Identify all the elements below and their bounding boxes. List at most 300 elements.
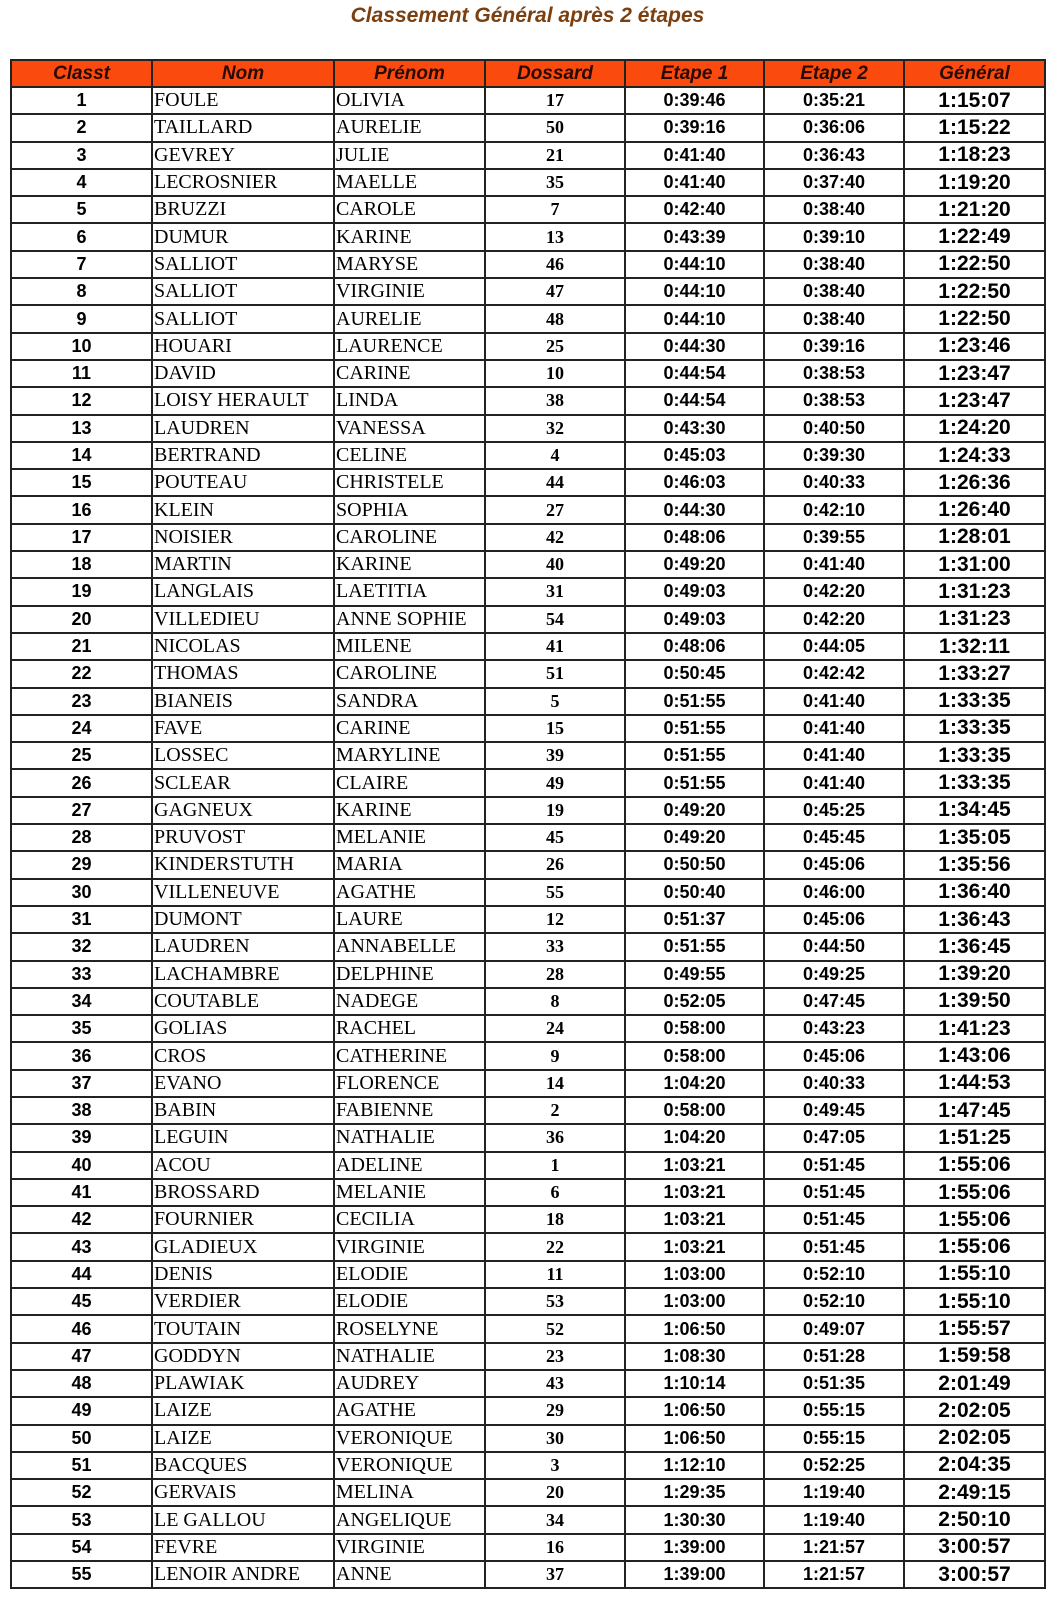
rank-cell: 12 <box>11 387 152 414</box>
firstname-cell: MILENE <box>334 633 485 660</box>
stage1-time-cell: 0:49:20 <box>625 824 764 851</box>
firstname-cell: CARINE <box>334 360 485 387</box>
bib-cell: 31 <box>485 578 625 605</box>
lastname-cell: LAUDREN <box>152 933 334 960</box>
overall-time-cell: 1:55:06 <box>904 1206 1045 1233</box>
overall-time-cell: 1:39:20 <box>904 961 1045 988</box>
firstname-cell: ANNABELLE <box>334 933 485 960</box>
stage1-time-cell: 0:50:45 <box>625 660 764 687</box>
table-row <box>11 879 1045 906</box>
overall-time-cell: 1:41:23 <box>904 1015 1045 1042</box>
firstname-cell: NADEGE <box>334 988 485 1015</box>
overall-time-cell: 1:24:20 <box>904 415 1045 442</box>
table-row <box>11 1233 1045 1260</box>
stage1-time-cell: 0:51:55 <box>625 933 764 960</box>
rank-cell: 24 <box>11 715 152 742</box>
stage1-time-cell: 1:39:00 <box>625 1534 764 1561</box>
overall-time-cell: 1:43:06 <box>904 1042 1045 1069</box>
stage1-time-cell: 0:58:00 <box>625 1015 764 1042</box>
lastname-cell: VILLEDIEU <box>152 606 334 633</box>
rank-cell: 30 <box>11 879 152 906</box>
bib-cell: 53 <box>485 1288 625 1315</box>
lastname-cell: LE GALLOU <box>152 1506 334 1533</box>
column-header-stage2: Etape 2 <box>764 60 904 87</box>
table-row <box>11 415 1045 442</box>
rank-cell: 11 <box>11 360 152 387</box>
overall-time-cell: 1:21:20 <box>904 196 1045 223</box>
column-header-bib: Dossard <box>485 60 625 87</box>
stage2-time-cell: 0:45:06 <box>764 851 904 878</box>
rank-cell: 52 <box>11 1479 152 1506</box>
overall-time-cell: 1:55:57 <box>904 1315 1045 1342</box>
stage1-time-cell: 0:48:06 <box>625 633 764 660</box>
bib-cell: 20 <box>485 1479 625 1506</box>
table-row <box>11 1397 1045 1424</box>
lastname-cell: GOLIAS <box>152 1015 334 1042</box>
column-header-overall: Général <box>904 60 1045 87</box>
page-title: Classement Général après 2 étapes <box>350 4 705 27</box>
stage1-time-cell: 0:51:55 <box>625 769 764 796</box>
table-row <box>11 1206 1045 1233</box>
overall-time-cell: 1:59:58 <box>904 1343 1045 1370</box>
bib-cell: 15 <box>485 715 625 742</box>
firstname-cell: SANDRA <box>334 688 485 715</box>
lastname-cell: BACQUES <box>152 1452 334 1479</box>
stage2-time-cell: 0:51:28 <box>764 1343 904 1370</box>
stage1-time-cell: 0:51:55 <box>625 742 764 769</box>
lastname-cell: FOULE <box>152 87 334 114</box>
overall-time-cell: 1:24:33 <box>904 442 1045 469</box>
overall-time-cell: 1:26:40 <box>904 496 1045 523</box>
table-row <box>11 1506 1045 1533</box>
firstname-cell: LAETITIA <box>334 578 485 605</box>
stage1-time-cell: 1:30:30 <box>625 1506 764 1533</box>
rank-cell: 34 <box>11 988 152 1015</box>
firstname-cell: ANNE SOPHIE <box>334 606 485 633</box>
bib-cell: 42 <box>485 524 625 551</box>
column-header-firstname: Prénom <box>334 60 485 87</box>
stage1-time-cell: 1:12:10 <box>625 1452 764 1479</box>
rank-cell: 31 <box>11 906 152 933</box>
stage2-time-cell: 0:39:16 <box>764 333 904 360</box>
stage1-time-cell: 0:58:00 <box>625 1097 764 1124</box>
lastname-cell: FAVE <box>152 715 334 742</box>
rank-cell: 26 <box>11 769 152 796</box>
firstname-cell: VERONIQUE <box>334 1452 485 1479</box>
stage2-time-cell: 0:47:05 <box>764 1124 904 1151</box>
rank-cell: 21 <box>11 633 152 660</box>
stage2-time-cell: 0:36:06 <box>764 114 904 141</box>
rank-cell: 27 <box>11 797 152 824</box>
stage1-time-cell: 1:08:30 <box>625 1343 764 1370</box>
stage2-time-cell: 0:40:33 <box>764 469 904 496</box>
bib-cell: 27 <box>485 496 625 523</box>
rank-cell: 14 <box>11 442 152 469</box>
rank-cell: 44 <box>11 1261 152 1288</box>
bib-cell: 36 <box>485 1124 625 1151</box>
overall-time-cell: 1:35:05 <box>904 824 1045 851</box>
bib-cell: 51 <box>485 660 625 687</box>
lastname-cell: EVANO <box>152 1070 334 1097</box>
lastname-cell: KLEIN <box>152 496 334 523</box>
lastname-cell: DAVID <box>152 360 334 387</box>
stage1-time-cell: 0:50:50 <box>625 851 764 878</box>
stage1-time-cell: 0:39:16 <box>625 114 764 141</box>
stage2-time-cell: 0:51:35 <box>764 1370 904 1397</box>
overall-time-cell: 1:36:43 <box>904 906 1045 933</box>
lastname-cell: LOSSEC <box>152 742 334 769</box>
overall-time-cell: 1:36:40 <box>904 879 1045 906</box>
bib-cell: 38 <box>485 387 625 414</box>
table-row <box>11 1534 1045 1561</box>
overall-time-cell: 1:39:50 <box>904 988 1045 1015</box>
rank-cell: 9 <box>11 305 152 332</box>
table-row <box>11 1042 1045 1069</box>
stage2-time-cell: 0:38:53 <box>764 387 904 414</box>
firstname-cell: ANGELIQUE <box>334 1506 485 1533</box>
overall-time-cell: 1:28:01 <box>904 524 1045 551</box>
stage2-time-cell: 0:49:07 <box>764 1315 904 1342</box>
overall-time-cell: 2:02:05 <box>904 1397 1045 1424</box>
stage2-time-cell: 0:41:40 <box>764 551 904 578</box>
stage1-time-cell: 1:04:20 <box>625 1070 764 1097</box>
stage2-time-cell: 0:39:10 <box>764 223 904 250</box>
rank-cell: 29 <box>11 851 152 878</box>
rank-cell: 42 <box>11 1206 152 1233</box>
stage1-time-cell: 0:44:54 <box>625 387 764 414</box>
rank-cell: 13 <box>11 415 152 442</box>
overall-time-cell: 2:02:05 <box>904 1425 1045 1452</box>
rank-cell: 25 <box>11 742 152 769</box>
stage1-time-cell: 0:39:46 <box>625 87 764 114</box>
stage1-time-cell: 0:45:03 <box>625 442 764 469</box>
firstname-cell: CARINE <box>334 715 485 742</box>
lastname-cell: LEGUIN <box>152 1124 334 1151</box>
bib-cell: 54 <box>485 606 625 633</box>
firstname-cell: MARYSE <box>334 251 485 278</box>
rank-cell: 37 <box>11 1070 152 1097</box>
rank-cell: 2 <box>11 114 152 141</box>
stage2-time-cell: 0:45:25 <box>764 797 904 824</box>
table-row <box>11 1097 1045 1124</box>
rank-cell: 48 <box>11 1370 152 1397</box>
lastname-cell: BERTRAND <box>152 442 334 469</box>
stage1-time-cell: 1:06:50 <box>625 1397 764 1424</box>
stage2-time-cell: 0:45:45 <box>764 824 904 851</box>
lastname-cell: LACHAMBRE <box>152 961 334 988</box>
table-row <box>11 606 1045 633</box>
rank-cell: 28 <box>11 824 152 851</box>
firstname-cell: AURELIE <box>334 305 485 332</box>
firstname-cell: LAURENCE <box>334 333 485 360</box>
rank-cell: 55 <box>11 1561 152 1588</box>
bib-cell: 1 <box>485 1152 625 1179</box>
table-row <box>11 1452 1045 1479</box>
table-row <box>11 87 1045 114</box>
lastname-cell: TOUTAIN <box>152 1315 334 1342</box>
overall-time-cell: 1:51:25 <box>904 1124 1045 1151</box>
overall-time-cell: 1:31:23 <box>904 578 1045 605</box>
firstname-cell: ELODIE <box>334 1288 485 1315</box>
bib-cell: 25 <box>485 333 625 360</box>
table-row <box>11 1479 1045 1506</box>
bib-cell: 6 <box>485 1179 625 1206</box>
rank-cell: 15 <box>11 469 152 496</box>
stage1-time-cell: 0:43:30 <box>625 415 764 442</box>
bib-cell: 14 <box>485 1070 625 1097</box>
stage1-time-cell: 0:49:20 <box>625 551 764 578</box>
stage2-time-cell: 0:41:40 <box>764 769 904 796</box>
table-row <box>11 496 1045 523</box>
lastname-cell: FOURNIER <box>152 1206 334 1233</box>
table-row <box>11 906 1045 933</box>
stage2-time-cell: 0:39:55 <box>764 524 904 551</box>
table-row <box>11 196 1045 223</box>
lastname-cell: BROSSARD <box>152 1179 334 1206</box>
table-row <box>11 933 1045 960</box>
overall-time-cell: 1:55:10 <box>904 1261 1045 1288</box>
firstname-cell: ADELINE <box>334 1152 485 1179</box>
overall-time-cell: 1:35:56 <box>904 851 1045 878</box>
overall-time-cell: 1:23:47 <box>904 360 1045 387</box>
lastname-cell: THOMAS <box>152 660 334 687</box>
stage2-time-cell: 0:41:40 <box>764 715 904 742</box>
stage2-time-cell: 0:45:06 <box>764 906 904 933</box>
lastname-cell: LAIZE <box>152 1425 334 1452</box>
overall-time-cell: 1:55:10 <box>904 1288 1045 1315</box>
stage2-time-cell: 0:49:25 <box>764 961 904 988</box>
stage1-time-cell: 0:41:40 <box>625 142 764 169</box>
stage1-time-cell: 1:29:35 <box>625 1479 764 1506</box>
stage2-time-cell: 0:41:40 <box>764 742 904 769</box>
lastname-cell: SALLIOT <box>152 278 334 305</box>
overall-time-cell: 1:55:06 <box>904 1179 1045 1206</box>
firstname-cell: AURELIE <box>334 114 485 141</box>
stage2-time-cell: 0:35:21 <box>764 87 904 114</box>
overall-time-cell: 2:04:35 <box>904 1452 1045 1479</box>
stage2-time-cell: 0:55:15 <box>764 1397 904 1424</box>
firstname-cell: MAELLE <box>334 169 485 196</box>
rank-cell: 38 <box>11 1097 152 1124</box>
bib-cell: 48 <box>485 305 625 332</box>
firstname-cell: MARYLINE <box>334 742 485 769</box>
bib-cell: 12 <box>485 906 625 933</box>
overall-time-cell: 2:49:15 <box>904 1479 1045 1506</box>
firstname-cell: ANNE <box>334 1561 485 1588</box>
lastname-cell: HOUARI <box>152 333 334 360</box>
stage2-time-cell: 1:19:40 <box>764 1506 904 1533</box>
stage2-time-cell: 0:38:40 <box>764 196 904 223</box>
bib-cell: 40 <box>485 551 625 578</box>
overall-time-cell: 1:47:45 <box>904 1097 1045 1124</box>
lastname-cell: DENIS <box>152 1261 334 1288</box>
rank-cell: 43 <box>11 1233 152 1260</box>
stage2-time-cell: 0:42:10 <box>764 496 904 523</box>
stage2-time-cell: 0:44:05 <box>764 633 904 660</box>
table-row <box>11 1288 1045 1315</box>
stage2-time-cell: 0:37:40 <box>764 169 904 196</box>
lastname-cell: KINDERSTUTH <box>152 851 334 878</box>
bib-cell: 29 <box>485 1397 625 1424</box>
overall-time-cell: 1:22:49 <box>904 223 1045 250</box>
bib-cell: 33 <box>485 933 625 960</box>
stage2-time-cell: 0:42:42 <box>764 660 904 687</box>
table-row <box>11 169 1045 196</box>
rank-cell: 1 <box>11 87 152 114</box>
overall-time-cell: 1:55:06 <box>904 1233 1045 1260</box>
stage2-time-cell: 0:41:40 <box>764 688 904 715</box>
table-row <box>11 469 1045 496</box>
rank-cell: 53 <box>11 1506 152 1533</box>
bib-cell: 46 <box>485 251 625 278</box>
firstname-cell: CELINE <box>334 442 485 469</box>
firstname-cell: KARINE <box>334 223 485 250</box>
stage1-time-cell: 0:51:55 <box>625 688 764 715</box>
overall-time-cell: 1:33:35 <box>904 715 1045 742</box>
overall-time-cell: 1:15:07 <box>904 87 1045 114</box>
overall-time-cell: 1:22:50 <box>904 305 1045 332</box>
table-row <box>11 988 1045 1015</box>
stage2-time-cell: 0:38:53 <box>764 360 904 387</box>
firstname-cell: CECILIA <box>334 1206 485 1233</box>
overall-time-cell: 1:33:35 <box>904 769 1045 796</box>
bib-cell: 30 <box>485 1425 625 1452</box>
bib-cell: 18 <box>485 1206 625 1233</box>
firstname-cell: RACHEL <box>334 1015 485 1042</box>
lastname-cell: ACOU <box>152 1152 334 1179</box>
firstname-cell: DELPHINE <box>334 961 485 988</box>
rank-cell: 32 <box>11 933 152 960</box>
stage1-time-cell: 1:03:00 <box>625 1261 764 1288</box>
bib-cell: 3 <box>485 1452 625 1479</box>
lastname-cell: GEVREY <box>152 142 334 169</box>
stage2-time-cell: 0:39:30 <box>764 442 904 469</box>
bib-cell: 24 <box>485 1015 625 1042</box>
stage1-time-cell: 1:06:50 <box>625 1315 764 1342</box>
stage2-time-cell: 0:51:45 <box>764 1233 904 1260</box>
stage2-time-cell: 0:52:10 <box>764 1288 904 1315</box>
lastname-cell: NICOLAS <box>152 633 334 660</box>
rank-cell: 4 <box>11 169 152 196</box>
stage2-time-cell: 0:55:15 <box>764 1425 904 1452</box>
bib-cell: 34 <box>485 1506 625 1533</box>
stage1-time-cell: 0:44:10 <box>625 305 764 332</box>
bib-cell: 17 <box>485 87 625 114</box>
firstname-cell: LAURE <box>334 906 485 933</box>
bib-cell: 45 <box>485 824 625 851</box>
stage2-time-cell: 0:47:45 <box>764 988 904 1015</box>
lastname-cell: VILLENEUVE <box>152 879 334 906</box>
rank-cell: 33 <box>11 961 152 988</box>
lastname-cell: POUTEAU <box>152 469 334 496</box>
lastname-cell: PRUVOST <box>152 824 334 851</box>
lastname-cell: LOISY HERAULT <box>152 387 334 414</box>
lastname-cell: SALLIOT <box>152 305 334 332</box>
table-row <box>11 223 1045 250</box>
table-row <box>11 742 1045 769</box>
bib-cell: 23 <box>485 1343 625 1370</box>
lastname-cell: DUMONT <box>152 906 334 933</box>
lastname-cell: FEVRE <box>152 1534 334 1561</box>
bib-cell: 2 <box>485 1097 625 1124</box>
lastname-cell: BIANEIS <box>152 688 334 715</box>
stage2-time-cell: 0:42:20 <box>764 578 904 605</box>
lastname-cell: LAIZE <box>152 1397 334 1424</box>
lastname-cell: COUTABLE <box>152 988 334 1015</box>
table-row <box>11 1315 1045 1342</box>
stage1-time-cell: 1:03:21 <box>625 1152 764 1179</box>
rank-cell: 51 <box>11 1452 152 1479</box>
firstname-cell: FABIENNE <box>334 1097 485 1124</box>
bib-cell: 35 <box>485 169 625 196</box>
rank-cell: 36 <box>11 1042 152 1069</box>
lastname-cell: GLADIEUX <box>152 1233 334 1260</box>
stage2-time-cell: 0:45:06 <box>764 1042 904 1069</box>
lastname-cell: DUMUR <box>152 223 334 250</box>
stage2-time-cell: 0:51:45 <box>764 1152 904 1179</box>
lastname-cell: BRUZZI <box>152 196 334 223</box>
stage1-time-cell: 0:44:30 <box>625 496 764 523</box>
stage1-time-cell: 1:03:21 <box>625 1233 764 1260</box>
table-row <box>11 1261 1045 1288</box>
stage2-time-cell: 0:43:23 <box>764 1015 904 1042</box>
table-row <box>11 524 1045 551</box>
stage1-time-cell: 1:03:00 <box>625 1288 764 1315</box>
table-row <box>11 1124 1045 1151</box>
overall-time-cell: 3:00:57 <box>904 1534 1045 1561</box>
stage2-time-cell: 0:38:40 <box>764 251 904 278</box>
stage2-time-cell: 0:44:50 <box>764 933 904 960</box>
rank-cell: 47 <box>11 1343 152 1370</box>
bib-cell: 21 <box>485 142 625 169</box>
bib-cell: 13 <box>485 223 625 250</box>
stage1-time-cell: 0:49:55 <box>625 961 764 988</box>
bib-cell: 11 <box>485 1261 625 1288</box>
table-row <box>11 769 1045 796</box>
table-row <box>11 824 1045 851</box>
firstname-cell: NATHALIE <box>334 1124 485 1151</box>
stage2-time-cell: 0:52:25 <box>764 1452 904 1479</box>
rank-cell: 23 <box>11 688 152 715</box>
bib-cell: 26 <box>485 851 625 878</box>
stage2-time-cell: 0:42:20 <box>764 606 904 633</box>
stage1-time-cell: 0:51:55 <box>625 715 764 742</box>
lastname-cell: NOISIER <box>152 524 334 551</box>
lastname-cell: GODDYN <box>152 1343 334 1370</box>
table-row <box>11 1370 1045 1397</box>
rank-cell: 3 <box>11 142 152 169</box>
overall-time-cell: 1:23:46 <box>904 333 1045 360</box>
overall-time-cell: 1:26:36 <box>904 469 1045 496</box>
stage1-time-cell: 0:46:03 <box>625 469 764 496</box>
stage1-time-cell: 0:41:40 <box>625 169 764 196</box>
firstname-cell: JULIE <box>334 142 485 169</box>
column-header-lastname: Nom <box>152 60 334 87</box>
overall-time-cell: 1:18:23 <box>904 142 1045 169</box>
firstname-cell: OLIVIA <box>334 87 485 114</box>
table-row <box>11 1425 1045 1452</box>
firstname-cell: AGATHE <box>334 879 485 906</box>
rank-cell: 22 <box>11 660 152 687</box>
stage2-time-cell: 0:46:00 <box>764 879 904 906</box>
firstname-cell: NATHALIE <box>334 1343 485 1370</box>
table-row <box>11 961 1045 988</box>
table-row <box>11 305 1045 332</box>
bib-cell: 32 <box>485 415 625 442</box>
bib-cell: 37 <box>485 1561 625 1588</box>
bib-cell: 7 <box>485 196 625 223</box>
table-row <box>11 551 1045 578</box>
